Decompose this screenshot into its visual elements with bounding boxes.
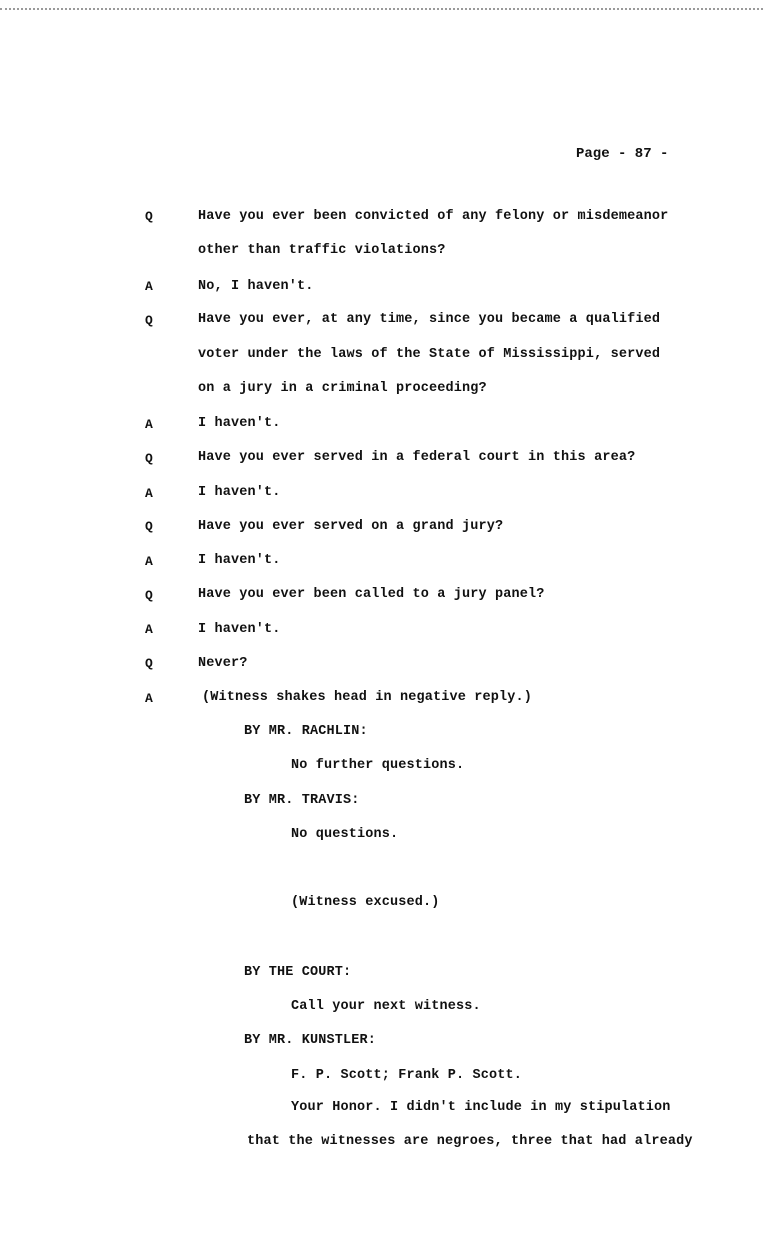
question-line: Have you ever been called to a jury panel? xyxy=(198,587,545,602)
attorney-statement: that the witnesses are negroes, three that had already xyxy=(247,1134,693,1149)
answer-line: I haven't. xyxy=(198,485,281,500)
answer-line: (Witness shakes head in negative reply.) xyxy=(202,690,533,705)
speaker-label-q: Q xyxy=(145,656,153,671)
attorney-statement: No questions. xyxy=(291,827,399,842)
answer-line: I haven't. xyxy=(198,622,281,637)
page-number: Page - 87 - xyxy=(576,146,669,162)
question-line: Have you ever served in a federal court in this area? xyxy=(198,450,636,465)
speaker-label-a: A xyxy=(145,486,153,501)
speaker-label-a: A xyxy=(145,554,153,569)
speaker-label-a: A xyxy=(145,622,153,637)
question-line: other than traffic violations? xyxy=(198,243,446,258)
attorney-statement: Your Honor. I didn't include in my stipulation xyxy=(291,1100,671,1115)
attorney-heading: BY MR. KUNSTLER: xyxy=(244,1033,377,1048)
speaker-label-q: Q xyxy=(145,519,153,534)
court-heading: BY THE COURT: xyxy=(244,965,352,980)
question-line: on a jury in a criminal proceeding? xyxy=(198,381,487,396)
question-line: voter under the laws of the State of Mississippi, served xyxy=(198,347,661,362)
question-line: Have you ever, at any time, since you became a qualified xyxy=(198,312,661,327)
attorney-statement: No further questions. xyxy=(291,758,465,773)
speaker-label-a: A xyxy=(145,417,153,432)
speaker-label-a: A xyxy=(145,279,153,294)
answer-line: I haven't. xyxy=(198,416,281,431)
attorney-statement: F. P. Scott; Frank P. Scott. xyxy=(291,1068,523,1083)
attorney-heading: BY MR. TRAVIS: xyxy=(244,793,360,808)
speaker-label-a: A xyxy=(145,691,153,706)
speaker-label-q: Q xyxy=(145,313,153,328)
page-top-edge xyxy=(0,0,763,10)
speaker-label-q: Q xyxy=(145,451,153,466)
question-line: Have you ever served on a grand jury? xyxy=(198,519,504,534)
question-line: Never? xyxy=(198,656,248,671)
speaker-label-q: Q xyxy=(145,209,153,224)
answer-line: I haven't. xyxy=(198,553,281,568)
attorney-heading: BY MR. RACHLIN: xyxy=(244,724,368,739)
parenthetical-note: (Witness excused.) xyxy=(291,895,440,910)
question-line: Have you ever been convicted of any felony or misdemeanor xyxy=(198,209,669,224)
answer-line: No, I haven't. xyxy=(198,279,314,294)
speaker-label-q: Q xyxy=(145,588,153,603)
court-statement: Call your next witness. xyxy=(291,999,481,1014)
